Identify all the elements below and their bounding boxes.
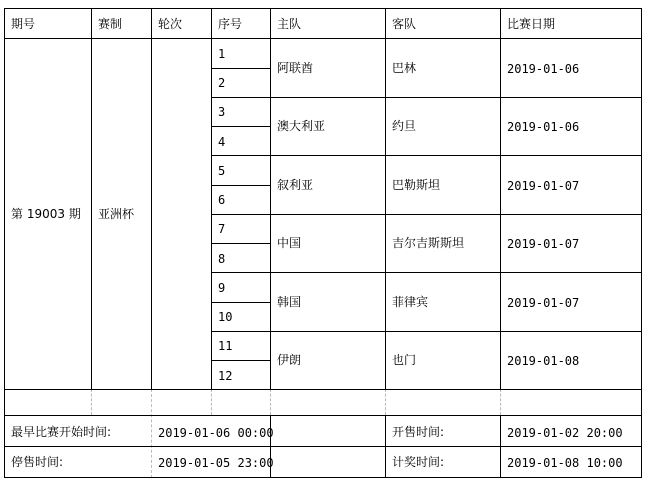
prize-calc-label: 计奖时间:	[392, 455, 445, 469]
seq-number: 10	[218, 310, 233, 324]
header-home-team: 主队	[277, 17, 302, 31]
dashed-divider	[385, 389, 386, 415]
sale-start-value: 2019-01-02 20:00	[507, 426, 623, 440]
header-seq: 序号	[218, 17, 243, 31]
match-divider	[211, 331, 642, 332]
match-divider	[211, 155, 642, 156]
header-issue: 期号	[11, 17, 36, 31]
issue-number: 第 19003 期	[11, 207, 81, 221]
table-border-top	[4, 8, 642, 9]
home-team: 阿联酋	[277, 61, 314, 75]
seq-number: 5	[218, 164, 226, 178]
match-divider	[211, 97, 642, 98]
seq-divider	[211, 243, 270, 244]
footer-row-divider	[4, 446, 642, 447]
seq-divider	[211, 68, 270, 69]
header-bottom-border	[4, 38, 642, 39]
away-team: 吉尔吉斯斯坦	[392, 236, 465, 250]
seq-number: 8	[218, 252, 226, 266]
seq-divider	[211, 302, 270, 303]
seq-divider	[211, 126, 270, 127]
home-team: 中国	[277, 236, 302, 250]
match-divider	[211, 272, 642, 273]
home-team: 韩国	[277, 295, 302, 309]
col-divider	[91, 8, 92, 389]
match-date: 2019-01-06	[507, 62, 580, 76]
seq-number: 3	[218, 105, 226, 119]
footer-top-border	[4, 415, 642, 416]
sale-stop-value: 2019-01-05 23:00	[158, 456, 274, 470]
away-team: 也门	[392, 353, 417, 367]
dashed-divider	[211, 389, 212, 415]
away-team: 巴勒斯坦	[392, 178, 441, 192]
earliest-start-value: 2019-01-06 00:00	[158, 426, 274, 440]
away-team: 菲律宾	[392, 295, 429, 309]
prize-calc-value: 2019-01-08 10:00	[507, 456, 623, 470]
away-team: 约旦	[392, 119, 417, 133]
header-round: 轮次	[158, 17, 183, 31]
seq-number: 1	[218, 47, 226, 61]
sale-stop-label: 停售时间:	[11, 455, 64, 469]
seq-number: 7	[218, 222, 226, 236]
seq-number: 11	[218, 339, 233, 353]
dashed-divider	[500, 389, 501, 415]
dashed-divider	[151, 389, 152, 478]
home-team: 伊朗	[277, 353, 302, 367]
seq-number: 12	[218, 369, 233, 383]
match-date: 2019-01-08	[507, 354, 580, 368]
table-border-left	[4, 8, 5, 478]
header-format: 赛制	[98, 17, 123, 31]
match-date: 2019-01-07	[507, 296, 580, 310]
earliest-start-label: 最早比赛开始时间:	[11, 425, 112, 439]
sale-start-label: 开售时间:	[392, 425, 445, 439]
away-team: 巴林	[392, 61, 417, 75]
lottery-schedule-table	[4, 8, 642, 478]
header-away-team: 客队	[392, 17, 417, 31]
dashed-divider	[270, 389, 271, 415]
col-divider	[151, 8, 152, 389]
table-border-bottom	[4, 477, 642, 478]
seq-number: 4	[218, 135, 226, 149]
seq-number: 2	[218, 76, 226, 90]
match-date: 2019-01-06	[507, 120, 580, 134]
dashed-divider	[91, 389, 92, 415]
home-team: 澳大利亚	[277, 119, 326, 133]
match-date: 2019-01-07	[507, 179, 580, 193]
seq-number: 9	[218, 281, 226, 295]
match-divider	[211, 214, 642, 215]
match-date: 2019-01-07	[507, 237, 580, 251]
home-team: 叙利亚	[277, 178, 314, 192]
seq-divider	[211, 185, 270, 186]
seq-divider	[211, 360, 270, 361]
body-bottom-border	[4, 389, 642, 390]
table-border-right	[641, 8, 642, 478]
tournament-format: 亚洲杯	[98, 207, 135, 221]
seq-number: 6	[218, 193, 226, 207]
header-match-date: 比赛日期	[507, 17, 556, 31]
